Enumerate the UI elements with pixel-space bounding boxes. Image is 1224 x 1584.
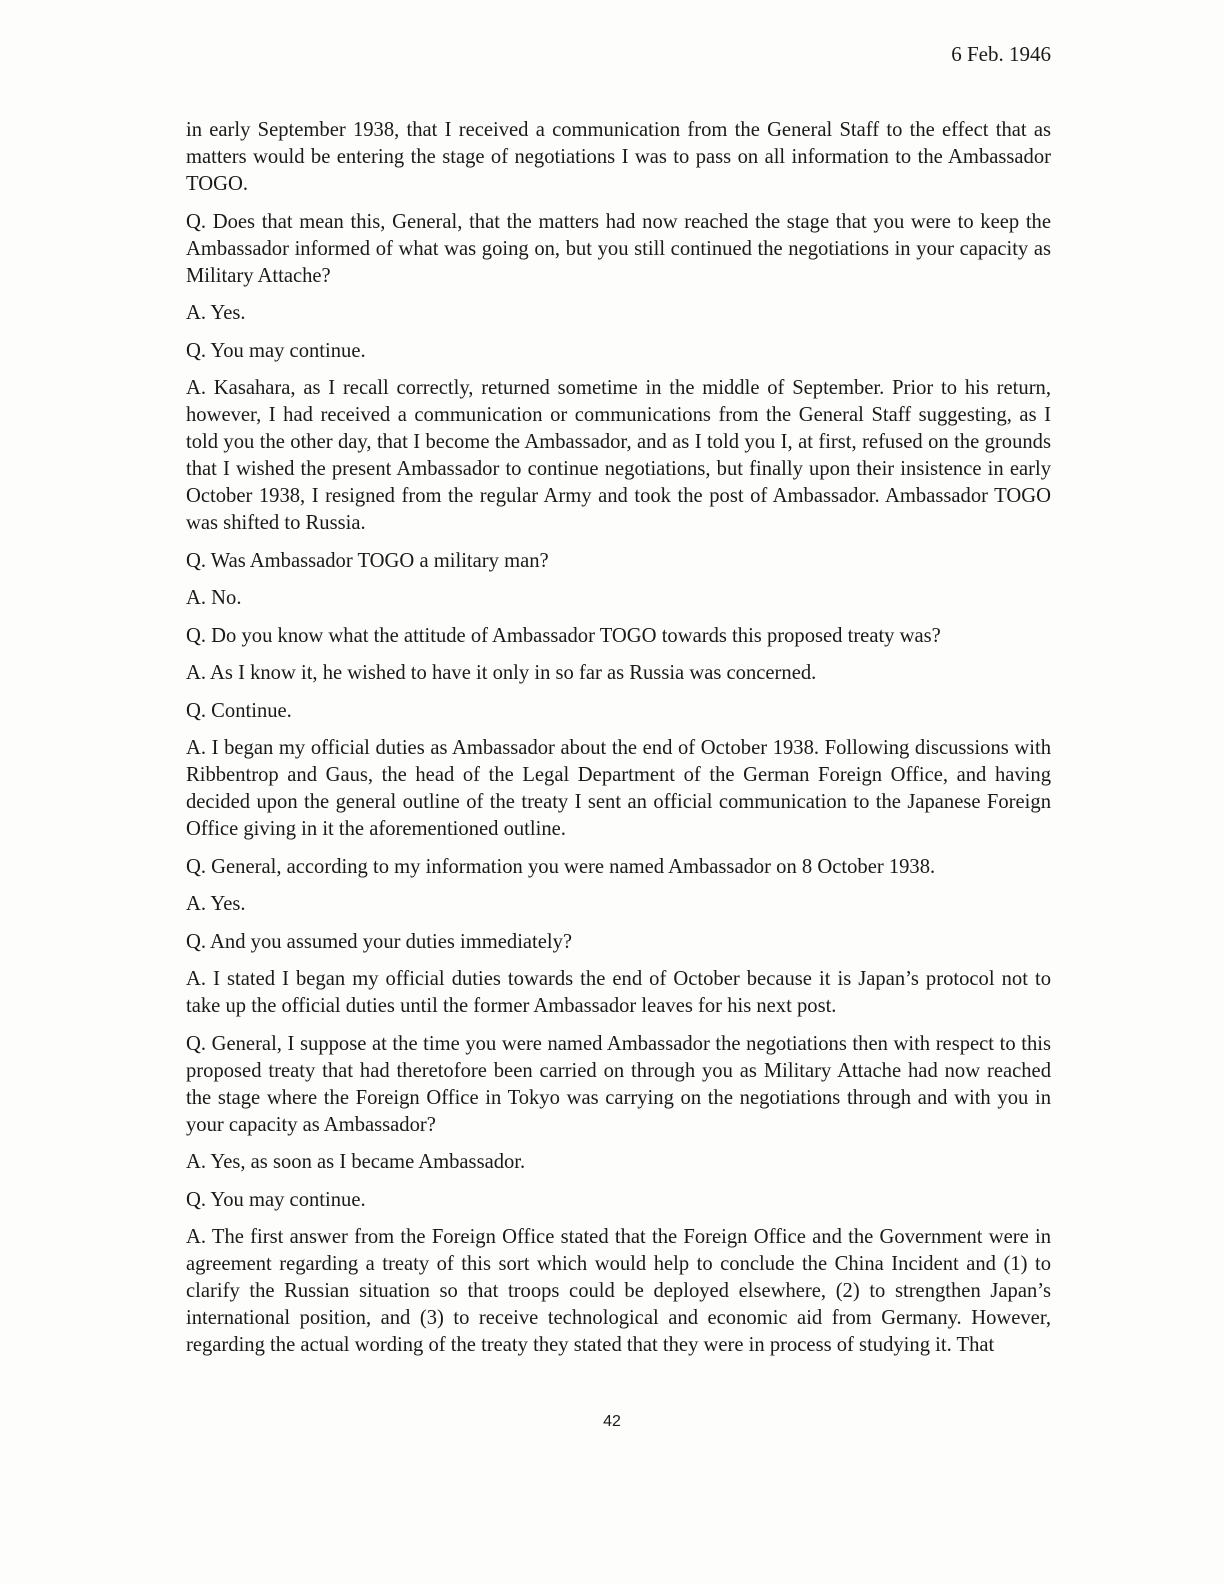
answer-paragraph: A. Yes, as soon as I became Ambassador. <box>186 1151 526 1173</box>
answer-paragraph: A. The first answer from the Foreign Office stated that the Foreign Office and the Government were in agreement regarding a treaty of this sort which would help to conclude the China Incident and (1) to clarify the Russian situation so that troops could be deployed elsewhere, (2) to strengthen Japan’s international position, and (3) to receive technological and economic aid from Germany. However, regarding the actual wording of the treaty they stated that they were in process of studying it. That <box>186 1226 1051 1356</box>
answer-paragraph: A. Yes. <box>186 893 246 915</box>
question-paragraph: Q. And you assumed your duties immediately? <box>186 930 573 953</box>
answer-paragraph: A. Yes. <box>186 302 246 324</box>
page-date: 6 Feb. 1946 <box>951 42 1051 66</box>
question-paragraph: Q. Continue. <box>186 699 292 722</box>
paragraph: in early September 1938, that I received a communication from the General Staff to the effect that as matters would be entering the stage of negotiations I was to pass on all information to the Ambassador TOGO. <box>186 119 1051 195</box>
question-paragraph: Q. General, according to my information you were named Ambassador on 8 October 1938. <box>186 855 936 878</box>
question-paragraph: Q. General, I suppose at the time you were named Ambassador the negotiations then with respect to this proposed treaty that had theretofore been carried on through you as Military Attache had now reached the stage where the Foreign Office in Tokyo was carrying on the negotiations through and with you in your capacity as Ambassador? <box>186 1032 1051 1136</box>
answer-paragraph: A. No. <box>186 587 242 609</box>
answer-paragraph: A. I stated I began my official duties towards the end of October because it is Japan’s protocol not to take up the official duties until the former Ambassador leaves for his next post. <box>186 968 1051 1017</box>
question-paragraph: Q. Does that mean this, General, that the matters had now reached the stage that you were to keep the Ambassador informed of what was going on, but you still continued the negotiations in your capacity as Military Attache? <box>186 210 1051 287</box>
transcript-body <box>186 117 1051 1370</box>
answer-paragraph: A. I began my official duties as Ambassador about the end of October 1938. Following discussions with Ribbentrop and Gaus, the head of the Legal Department of the German Foreign Office, and having decided upon the general outline of the treaty I sent an official communication to the Japanese Foreign Office giving in it the aforementioned outline. <box>186 737 1051 840</box>
question-paragraph: Q. Do you know what the attitude of Ambassador TOGO towards this proposed treaty was? <box>186 624 941 647</box>
question-paragraph: Q. Was Ambassador TOGO a military man? <box>186 549 549 572</box>
question-paragraph: Q. You may continue. <box>186 1188 366 1211</box>
page-number: 42 <box>603 1413 621 1430</box>
answer-paragraph: A. Kasahara, as I recall correctly, returned sometime in the middle of September. Prior to his return, however, I had received a communication or communications from the General Staff suggesting, as I told you the other day, that I become the Ambassador, and as I told you I, at first, refused on the grounds that I wished the present Ambassador to continue negotiations, but finally upon their insistence in early October 1938, I resigned from the regular Army and took the post of Ambassador. Ambassador TOGO was shifted to Russia. <box>186 377 1051 534</box>
answer-paragraph: A. As I know it, he wished to have it only in so far as Russia was concerned. <box>186 662 817 684</box>
question-paragraph: Q. You may continue. <box>186 339 366 362</box>
